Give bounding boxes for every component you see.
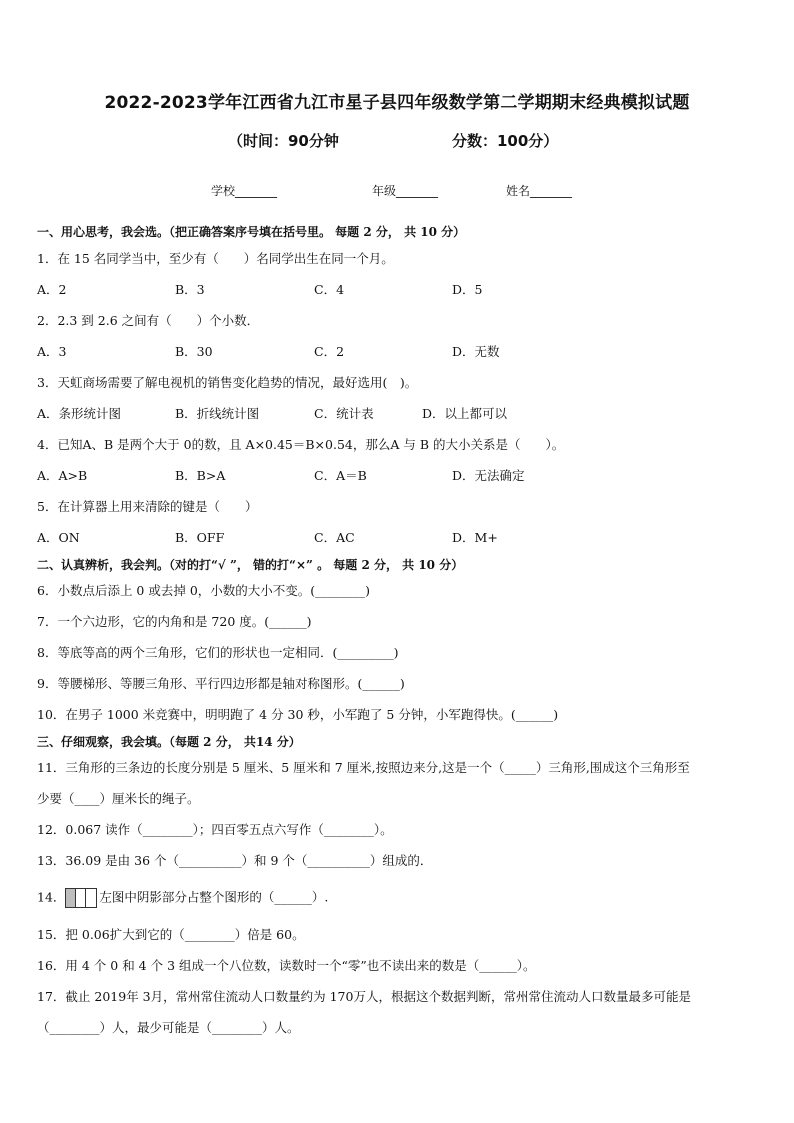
- q4-option-c: C．A＝B: [314, 468, 367, 483]
- question-11-line-1: 11．三角形的三条边的长度分别是 5 厘米、5 厘米和 7 厘米,按照边来分,这是一个（_____）三角形,围成这个三角形至: [37, 760, 690, 775]
- question-6: 6．小数点后添上 0 或去掉 0，小数的大小不变。(________): [37, 583, 371, 598]
- exam-time: （时间：90分钟: [228, 132, 339, 150]
- question-14-number: 14．: [37, 889, 66, 905]
- question-1: 1．在 15 名同学当中，至少有（ ）名同学出生在同一个月。: [37, 251, 394, 266]
- q4-option-a: A．A>B: [37, 468, 88, 483]
- question-13: 13．36.09 是由 36 个（__________）和 9 个（__________）组成的．: [37, 853, 433, 868]
- question-15: 15．把 0.06扩大到它的（________）倍是 60。: [37, 927, 305, 942]
- q2-option-b: B．30: [175, 344, 213, 359]
- shaded-rectangle-figure: [65, 888, 97, 908]
- question-4: 4．已知A、B 是两个大于 0的数，且 A×0.45＝B×0.54，那么A 与 B 的大小关系是（ ）。: [37, 437, 565, 452]
- question-9: 9．等腰梯形、等腰三角形、平行四边形都是轴对称图形。(______): [37, 676, 405, 691]
- q1-option-b: B．3: [175, 282, 205, 297]
- q5-option-c: C．AC: [314, 530, 355, 545]
- question-12: 12．0.067 读作（________）；四百零五点六写作（________）。: [37, 822, 393, 837]
- q1-option-a: A．2: [37, 282, 67, 297]
- grade-field: 年级_______: [372, 184, 439, 198]
- question-5: 5．在计算器上用来清除的键是（ ）: [37, 499, 258, 514]
- section-3-heading: 三、仔细观察，我会填。（每题 2 分， 共14 分）: [37, 735, 301, 749]
- q1-option-d: D．5: [452, 282, 483, 297]
- q5-option-a: A．ON: [37, 530, 80, 545]
- section-2-heading: 二、认真辨析，我会判。（对的打“√ ”， 错的打“×” 。 每题 2 分， 共 10 分）: [37, 558, 464, 572]
- question-17-line-2: （________）人，最少可能是（________）人。: [37, 1020, 300, 1035]
- q5-option-b: B．OFF: [175, 530, 225, 545]
- question-2: 2．2.3 到 2.6 之间有（ ）个小数．: [37, 313, 260, 328]
- q2-option-a: A．3: [37, 344, 67, 359]
- q4-option-b: B．B>A: [175, 468, 226, 483]
- question-8: 8．等底等高的两个三角形，它们的形状也一定相同．(_________): [37, 645, 399, 660]
- section-1-heading: 一、用心思考，我会选。（把正确答案序号填在括号里。 每题 2 分， 共 10 分）: [37, 225, 466, 239]
- question-10: 10．在男子 1000 米竞赛中，明明跑了 4 分 30 秒，小军跑了 5 分钟，小军跑得快。(______): [37, 707, 559, 722]
- question-14: [37, 888, 328, 908]
- school-field: 学校_______: [211, 184, 278, 198]
- question-3: 3．天虹商场需要了解电视机的销售变化趋势的情况，最好选用( )。: [37, 375, 418, 390]
- exam-score: 分数：100分）: [452, 132, 559, 150]
- q4-option-d: D．无法确定: [452, 468, 525, 483]
- question-7: 7．一个六边形，它的内角和是 720 度。(______): [37, 614, 312, 629]
- q1-option-c: C．4: [314, 282, 345, 297]
- question-11-line-2: 少要（____）厘米长的绳子。: [37, 791, 200, 806]
- q3-option-a: A．条形统计图: [37, 406, 122, 421]
- q2-option-c: C．2: [314, 344, 345, 359]
- question-14-text: 左图中阴影部分占整个图形的（______）.: [99, 889, 329, 905]
- q5-option-d: D．M+: [452, 530, 498, 545]
- q3-option-b: B．折线统计图: [175, 406, 260, 421]
- q3-option-d: D．以上都可以: [422, 406, 508, 421]
- q3-option-c: C．统计表: [314, 406, 374, 421]
- q2-option-d: D．无数: [452, 344, 500, 359]
- name-field: 姓名_______: [506, 184, 573, 198]
- exam-title: 2022-2023学年江西省九江市星子县四年级数学第二学期期末经典模拟试题: [104, 93, 690, 113]
- question-17-line-1: 17．截止 2019年 3月，常州常住流动人口数量约为 170万人，根据这个数据判断，常州常住流动人口数量最多可能是: [37, 989, 691, 1004]
- question-16: 16．用 4 个 0 和 4 个 3 组成一个八位数，读数时一个“零”也不读出来的数是（______）。: [37, 958, 536, 973]
